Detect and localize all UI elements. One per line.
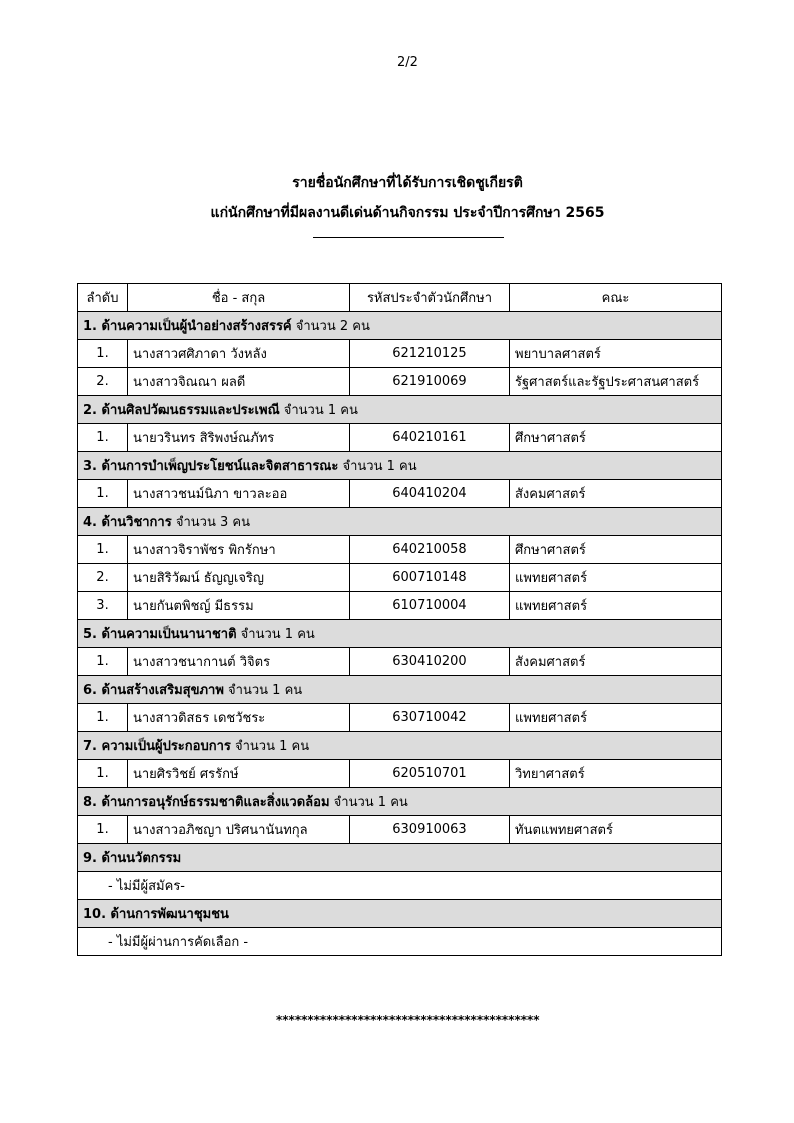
cell-student-id: 620510701 (350, 760, 510, 788)
cell-name: นายสิริวัฒน์ ธัญญเจริญ (128, 564, 350, 592)
cell-faculty: สังคมศาสตร์ (510, 648, 722, 676)
table-header-row (78, 284, 722, 312)
cell-faculty: ทันตแพทยศาสตร์ (510, 816, 722, 844)
section-title: 5. ด้านความเป็นนานาชาติ (83, 627, 237, 642)
cell-faculty: แพทยศาสตร์ (510, 564, 722, 592)
cell-order: 1. (78, 424, 128, 452)
section-count: จำนวน 3 คน (171, 515, 250, 530)
cell-faculty: วิทยาศาสตร์ (510, 760, 722, 788)
cell-student-id: 600710148 (350, 564, 510, 592)
note-row (78, 928, 722, 956)
document-title: รายชื่อนักศึกษาที่ได้รับการเชิดชูเกียรติ (292, 175, 523, 191)
section-row (78, 452, 722, 480)
cell-student-id: 640410204 (350, 480, 510, 508)
section-row (78, 676, 722, 704)
table-row (78, 340, 722, 368)
section-title: 4. ด้านวิชาการ (83, 515, 172, 530)
section-count: จำนวน 1 คน (279, 403, 358, 418)
section-title: 3. ด้านการบำเพ็ญประโยชน์และจิตสาธารณะ (83, 459, 339, 474)
cell-faculty: แพทยศาสตร์ (510, 592, 722, 620)
table-row (78, 760, 722, 788)
cell-order: 1. (78, 340, 128, 368)
section-row (78, 788, 722, 816)
section-title: 2. ด้านศิลปวัฒนธรรมและประเพณี (83, 403, 280, 418)
cell-order: 2. (78, 368, 128, 396)
cell-order: 3. (78, 592, 128, 620)
section-count: จำนวน 1 คน (236, 627, 315, 642)
cell-student-id: 621910069 (350, 368, 510, 396)
note-row (78, 872, 722, 900)
section-title: 9. ด้านนวัตกรรม (83, 851, 182, 866)
cell-order: 1. (78, 480, 128, 508)
section-row (78, 732, 722, 760)
cell-faculty: แพทยศาสตร์ (510, 704, 722, 732)
section-note: - ไม่มีผู้ผ่านการคัดเลือก - (78, 928, 722, 956)
cell-name: นางสาวอภิชญา ปริศนานันทกุล (128, 816, 350, 844)
table-row (78, 592, 722, 620)
cell-name: นายกันตพิชญ์ มีธรรม (128, 592, 350, 620)
cell-order: 1. (78, 816, 128, 844)
cell-student-id: 640210058 (350, 536, 510, 564)
cell-faculty: ศึกษาศาสตร์ (510, 424, 722, 452)
section-title: 6. ด้านสร้างเสริมสุขภาพ (83, 683, 224, 698)
cell-order: 1. (78, 760, 128, 788)
section-count: จำนวน 2 คน (291, 319, 370, 334)
section-row (78, 900, 722, 928)
header-order: ลำดับ (78, 284, 128, 312)
table-row (78, 368, 722, 396)
table-row (78, 564, 722, 592)
cell-student-id: 630910063 (350, 816, 510, 844)
cell-name: นางสาวชนากานต์ วิจิตร (128, 648, 350, 676)
cell-student-id: 621210125 (350, 340, 510, 368)
header-name: ชื่อ - สกุล (128, 284, 350, 312)
section-count: จำนวน 1 คน (338, 459, 417, 474)
cell-order: 1. (78, 704, 128, 732)
header-student-id: รหัสประจำตัวนักศึกษา (350, 284, 510, 312)
section-count: จำนวน 1 คน (230, 739, 310, 754)
section-count: จำนวน 1 คน (329, 795, 408, 810)
cell-order: 1. (78, 536, 128, 564)
cell-faculty: สังคมศาสตร์ (510, 480, 722, 508)
cell-student-id: 630410200 (350, 648, 510, 676)
table-row (78, 816, 722, 844)
section-title: 10. ด้านการพัฒนาชุมชน (83, 907, 229, 922)
cell-student-id: 610710004 (350, 592, 510, 620)
section-title: 1. ด้านความเป็นผู้นำอย่างสร้างสรรค์ (83, 319, 292, 334)
cell-student-id: 640210161 (350, 424, 510, 452)
section-title: 7. ความเป็นผู้ประกอบการ (83, 739, 231, 754)
student-table (77, 283, 722, 956)
section-row (78, 312, 722, 340)
table-row (78, 480, 722, 508)
title-underline (313, 237, 504, 238)
footer-divider: ****************************************** (276, 1013, 540, 1027)
cell-name: นายศิรวิชย์ ศรรักษ์ (128, 760, 350, 788)
cell-faculty: รัฐศาสตร์และรัฐประศาสนศาสตร์ (510, 368, 722, 396)
section-row (78, 844, 722, 872)
cell-order: 2. (78, 564, 128, 592)
section-row (78, 396, 722, 424)
cell-name: นางสาวดิสธร เดชวัชระ (128, 704, 350, 732)
page-number: 2/2 (397, 55, 418, 70)
section-row (78, 620, 722, 648)
cell-student-id: 630710042 (350, 704, 510, 732)
cell-order: 1. (78, 648, 128, 676)
cell-name: นางสาวศศิภาดา วังหลัง (128, 340, 350, 368)
cell-faculty: พยาบาลศาสตร์ (510, 340, 722, 368)
section-count: จำนวน 1 คน (223, 683, 303, 698)
cell-name: นางสาวจิราพัชร พิกรักษา (128, 536, 350, 564)
table-row (78, 704, 722, 732)
section-title: 8. ด้านการอนุรักษ์ธรรมชาติและสิ่งแวดล้อม (83, 795, 330, 810)
table-row (78, 648, 722, 676)
document-subtitle: แก่นักศึกษาที่มีผลงานดีเด่นด้านกิจกรรม ประจำปีการศึกษา 2565 (210, 205, 605, 221)
table-row (78, 536, 722, 564)
header-faculty: คณะ (510, 284, 722, 312)
cell-name: นายวรินทร สิริพงษ์ณภัทร (128, 424, 350, 452)
cell-faculty: ศึกษาศาสตร์ (510, 536, 722, 564)
section-row (78, 508, 722, 536)
cell-name: นางสาวชนม์นิภา ขาวละออ (128, 480, 350, 508)
table-row (78, 424, 722, 452)
section-note: - ไม่มีผู้สมัคร- (78, 872, 722, 900)
cell-name: นางสาวจิณณา ผลดี (128, 368, 350, 396)
